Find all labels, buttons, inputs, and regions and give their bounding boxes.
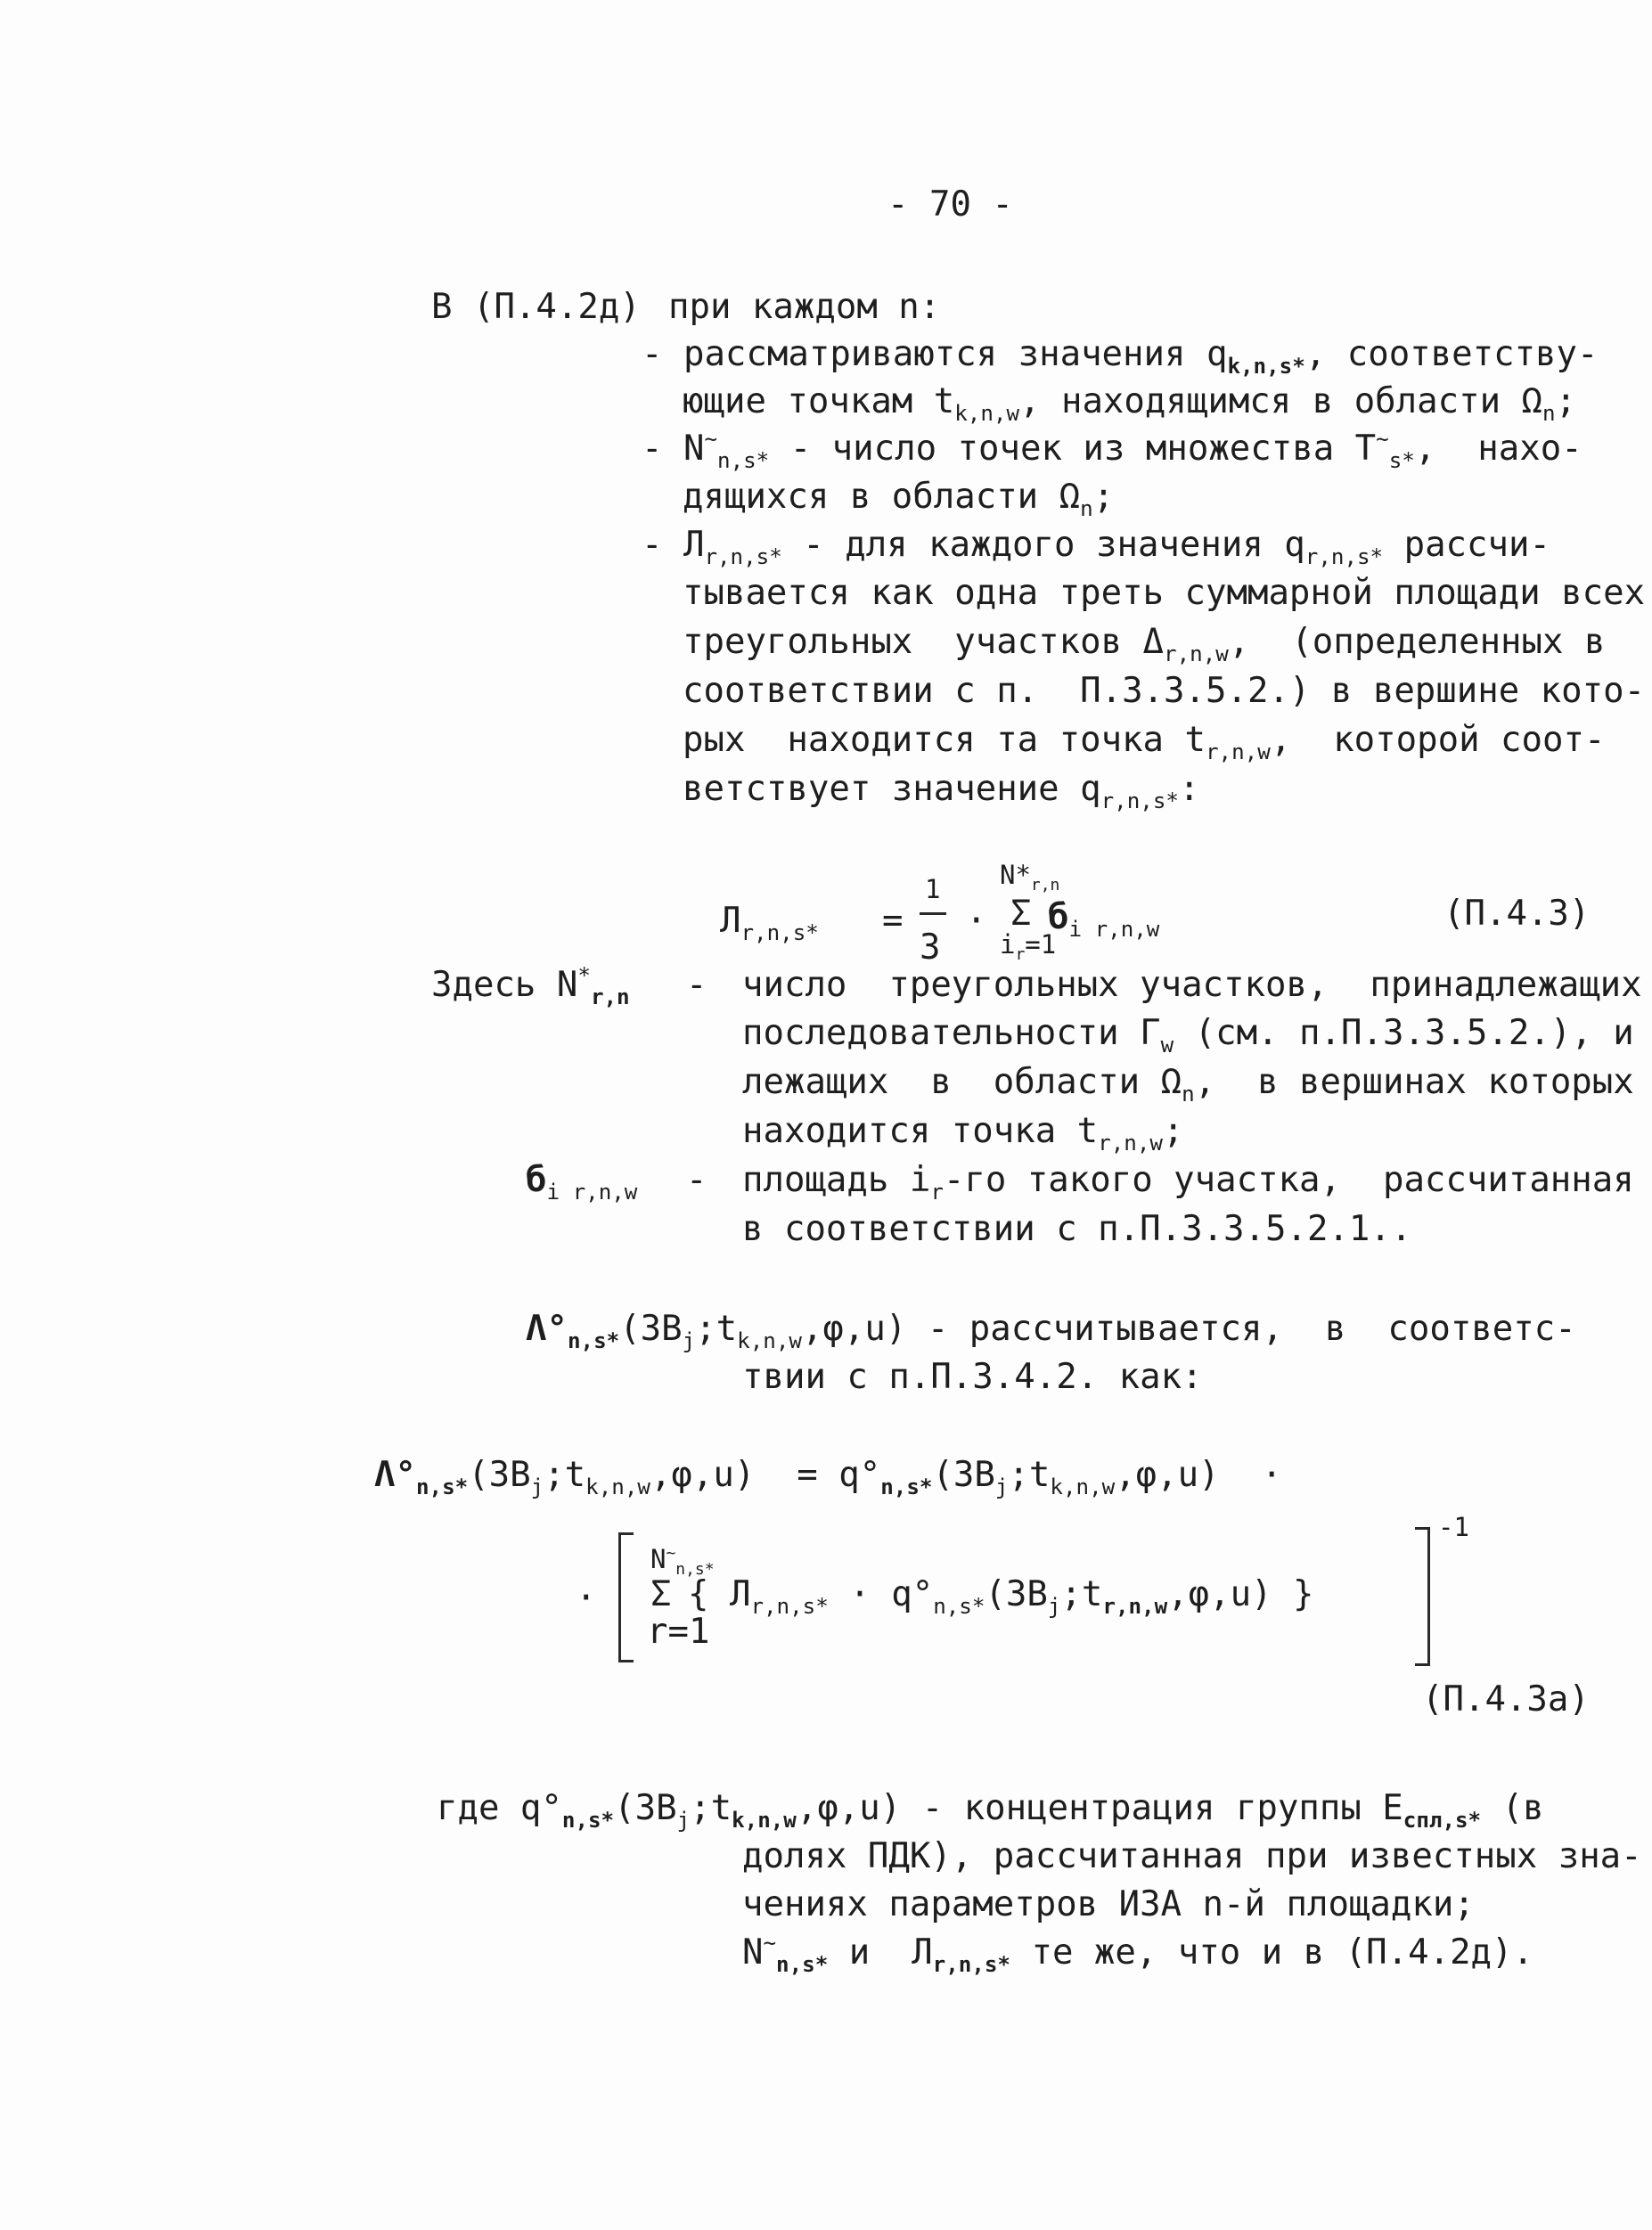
lambda-definition-line: [742, 1357, 1203, 1397]
sum-upper-limit: [1000, 860, 1060, 894]
subscript: r,n,s*: [1100, 788, 1179, 814]
text-run: ;t: [695, 1309, 738, 1349]
list-item-line: [642, 525, 1550, 570]
text-run: ющие точкам t: [683, 381, 955, 421]
text-run: (в: [1481, 1788, 1544, 1828]
fraction-bar: [920, 912, 946, 915]
intro-reference: [431, 287, 641, 327]
text-run: число треугольных участков, принадлежащих: [742, 965, 1642, 1005]
definition-term-n-star: [431, 963, 630, 1010]
text-run: - Л: [642, 525, 705, 565]
subscript: i r,n,w: [1068, 917, 1160, 943]
bracket-exponent: [1438, 1512, 1469, 1542]
sum-body: [688, 1574, 1314, 1620]
text-run: { Л: [688, 1574, 751, 1614]
text-run: ;: [1162, 1111, 1184, 1151]
subscript: n,s*: [415, 1474, 469, 1500]
formula-line: [374, 1455, 1283, 1500]
text-run: лежащих в области Ω: [742, 1062, 1182, 1102]
text-run: - для каждого значения q: [781, 525, 1305, 565]
text-run: -: [686, 965, 707, 1005]
text-run: ;t: [1060, 1574, 1103, 1614]
subscript: k,n,w: [732, 1808, 797, 1834]
text-run: Λ°: [526, 1309, 568, 1349]
text-run: 1: [925, 874, 941, 904]
text-run: - рассматриваются значения q: [642, 334, 1228, 374]
subscript: s*: [1388, 448, 1415, 474]
subscript: j: [994, 1474, 1009, 1500]
subscript: n,s*: [933, 1594, 985, 1620]
text-run: Л: [720, 901, 741, 941]
text-run: ,φ,u) - рассчитывается, в соответс-: [801, 1309, 1576, 1349]
page-number-text: - 70 -: [887, 184, 1013, 225]
text-run: · q°: [828, 1574, 934, 1614]
text-run: ;: [1092, 477, 1115, 517]
definition-line: [742, 1013, 1634, 1058]
sum-upper-limit: [650, 1543, 715, 1579]
text-run: Σ: [650, 1574, 672, 1614]
text-run: где q°: [437, 1788, 562, 1828]
text-run: рассчи-: [1383, 525, 1550, 565]
text-run: последовательности Г: [742, 1013, 1161, 1053]
subscript: r,n,s*: [1304, 544, 1384, 570]
formula-dot: [966, 901, 987, 941]
definition-term-area: [526, 1160, 638, 1205]
subscript: n,s*: [717, 448, 770, 474]
where-line: [742, 1884, 1475, 1924]
definition-line: [742, 1111, 1184, 1156]
text-run: - N: [642, 429, 705, 469]
text-run: , соответству-: [1304, 334, 1599, 374]
intro-reference-text: В (П.4.2д): [431, 287, 641, 327]
subscript: n,s*: [776, 1952, 829, 1978]
text-run: :: [1178, 769, 1200, 809]
text-run: =1: [1025, 929, 1057, 960]
text-run: ,φ,u) - концентрация группы E: [796, 1788, 1403, 1828]
page-number: [887, 184, 1013, 225]
text-run: Λ°: [374, 1455, 416, 1495]
superscript: ~: [763, 1931, 777, 1956]
formula-label: [1443, 894, 1591, 934]
subscript: j: [530, 1474, 544, 1500]
subscript: j: [676, 1808, 691, 1834]
text-run: , которой соот-: [1270, 720, 1606, 760]
sum-term: [1048, 897, 1160, 943]
subscript: k,n,w: [954, 401, 1020, 427]
text-run: ;t: [544, 1455, 586, 1495]
text-run: (ЗВ: [468, 1455, 531, 1495]
text-run: - число точек из множества T: [769, 429, 1377, 469]
fraction-denominator: [920, 927, 941, 968]
subscript: r,n: [1030, 875, 1060, 894]
subscript: n,s*: [675, 1559, 715, 1579]
text-run: (ЗВ: [619, 1309, 683, 1349]
text-run: ,φ,u) ·: [1115, 1455, 1283, 1495]
text-run: ·: [966, 901, 987, 941]
text-run: Здесь N: [431, 965, 578, 1005]
text-run: -го такого участка, рассчитанная: [943, 1160, 1634, 1200]
text-run: (см. п.П.3.3.5.2.), и: [1174, 1013, 1634, 1053]
subscript: r,n,w: [1098, 1131, 1163, 1156]
subscript: n,s*: [561, 1808, 615, 1834]
subscript: r,n,s*: [704, 544, 782, 570]
superscript: ~: [704, 427, 718, 453]
text-run: ,φ,u) = q°: [650, 1455, 881, 1495]
where-line: [437, 1788, 1544, 1834]
text-run: (ЗВ: [932, 1455, 995, 1495]
definition-line: [742, 1062, 1634, 1107]
text-run: ;t: [1008, 1455, 1051, 1495]
text-run: -1: [1438, 1512, 1469, 1542]
text-run: , (определенных в: [1228, 622, 1606, 662]
subscript: k,n,w: [585, 1474, 650, 1500]
subscript: k,n,w: [1050, 1474, 1116, 1500]
subscript: r,n,w: [1102, 1594, 1168, 1620]
subscript: w: [1160, 1033, 1174, 1058]
list-item-line: [683, 381, 1577, 427]
text-run: (П.4.3а): [1422, 1679, 1590, 1719]
text-run: =: [882, 901, 904, 941]
subscript: r: [1015, 944, 1026, 964]
text-run: соответствии с п. П.3.3.5.2.) в вершине кото-: [683, 671, 1646, 711]
sum-sign: [650, 1574, 672, 1614]
text-run: ·: [576, 1578, 597, 1618]
list-item-line: [642, 334, 1599, 380]
sum-lower-limit: [1000, 929, 1057, 964]
superscript: ~: [666, 1543, 676, 1563]
lambda-definition-line: [526, 1309, 1576, 1354]
subscript: спл,s*: [1403, 1808, 1482, 1834]
text-run: (ЗВ: [614, 1788, 677, 1828]
formula-equals: [882, 901, 904, 941]
subscript: r,n: [590, 984, 630, 1010]
definition-line: [742, 965, 1642, 1005]
text-run: , нахо-: [1414, 429, 1582, 469]
text-run: тывается как одна треть суммарной площади всех: [683, 573, 1646, 613]
subscript: n: [1080, 496, 1093, 522]
sum-sign: [1010, 894, 1032, 934]
text-run: твии с п.П.3.4.2. как:: [742, 1357, 1203, 1397]
fraction-numerator: [925, 874, 941, 904]
subscript: r,n,s*: [932, 1952, 1010, 1978]
list-item-line: [683, 573, 1646, 613]
subscript: j: [682, 1328, 696, 1354]
list-item-line: [683, 622, 1606, 667]
text-run: ;: [1555, 381, 1577, 421]
superscript: *: [577, 963, 591, 989]
text-run: (П.4.3): [1443, 894, 1591, 934]
superscript: ~: [1376, 427, 1389, 453]
text-run: r=1: [647, 1612, 710, 1652]
leading-dot: [576, 1578, 597, 1618]
text-run: б: [526, 1160, 547, 1200]
list-item-line: [683, 671, 1646, 711]
text-run: чениях параметров ИЗА n-й площадки;: [742, 1884, 1475, 1924]
text-run: , в вершинах которых: [1194, 1062, 1634, 1102]
subscript: r,n,s*: [740, 920, 819, 946]
right-bracket: [1415, 1527, 1430, 1666]
definition-line: [742, 1209, 1412, 1249]
sum-lower-limit: [647, 1612, 710, 1652]
text-run: ;t: [690, 1788, 732, 1828]
intro-text: [668, 287, 941, 327]
subscript: k,n,s*: [1227, 354, 1305, 380]
subscript: r: [930, 1180, 944, 1205]
list-item-line: [683, 477, 1115, 522]
subscript: r,n,w: [1164, 641, 1229, 667]
definition-line: [742, 1160, 1634, 1205]
text-run: те же, что и в (П.4.2д).: [1010, 1932, 1533, 1973]
list-item-line: [683, 720, 1606, 765]
subscript: i r,n,w: [546, 1180, 638, 1205]
definition-dash: [686, 965, 707, 1005]
text-run: площадь i: [742, 1160, 931, 1200]
text-run: рых находится та точка t: [683, 720, 1206, 760]
text-run: б: [1048, 897, 1069, 937]
subscript: n: [1542, 401, 1556, 427]
text-run: ветствует значение q: [683, 769, 1101, 809]
text-run: i: [1000, 929, 1016, 960]
text-run: и Л: [828, 1932, 933, 1973]
subscript: n,s*: [567, 1328, 620, 1354]
text-run: долях ПДК), рассчитанная при известных зна-: [742, 1836, 1642, 1876]
text-run: в соответствии с п.П.3.3.5.2.1..: [742, 1209, 1412, 1249]
where-line: [742, 1931, 1533, 1978]
text-run: находится точка t: [742, 1111, 1099, 1151]
text-run: N*: [1000, 860, 1031, 890]
intro-text-content: при каждом n:: [668, 287, 941, 327]
left-bracket: [618, 1532, 634, 1662]
text-run: ,φ,u) }: [1167, 1574, 1314, 1614]
text-run: Σ: [1010, 894, 1032, 934]
list-item-line: [683, 769, 1200, 814]
text-run: 3: [920, 927, 941, 968]
subscript: r,n,w: [1206, 739, 1271, 765]
formula-lhs: [720, 901, 819, 946]
text-run: N: [742, 1932, 764, 1973]
subscript: n: [1182, 1082, 1195, 1107]
subscript: k,n,w: [737, 1328, 802, 1354]
definition-dash: [686, 1160, 707, 1200]
text-run: дящихся в области Ω: [683, 477, 1081, 517]
text-run: , находящимся в области Ω: [1019, 381, 1543, 421]
list-item-line: [642, 427, 1582, 474]
subscript: j: [1047, 1594, 1061, 1620]
text-run: (ЗВ: [985, 1574, 1048, 1614]
text-run: -: [686, 1160, 707, 1200]
text-run: треугольных участков Δ: [683, 622, 1165, 662]
subscript: r,n,s*: [750, 1594, 829, 1620]
text-run: N: [650, 1544, 667, 1574]
formula-label: [1422, 1679, 1590, 1719]
where-line: [742, 1836, 1642, 1876]
subscript: n,s*: [880, 1474, 933, 1500]
